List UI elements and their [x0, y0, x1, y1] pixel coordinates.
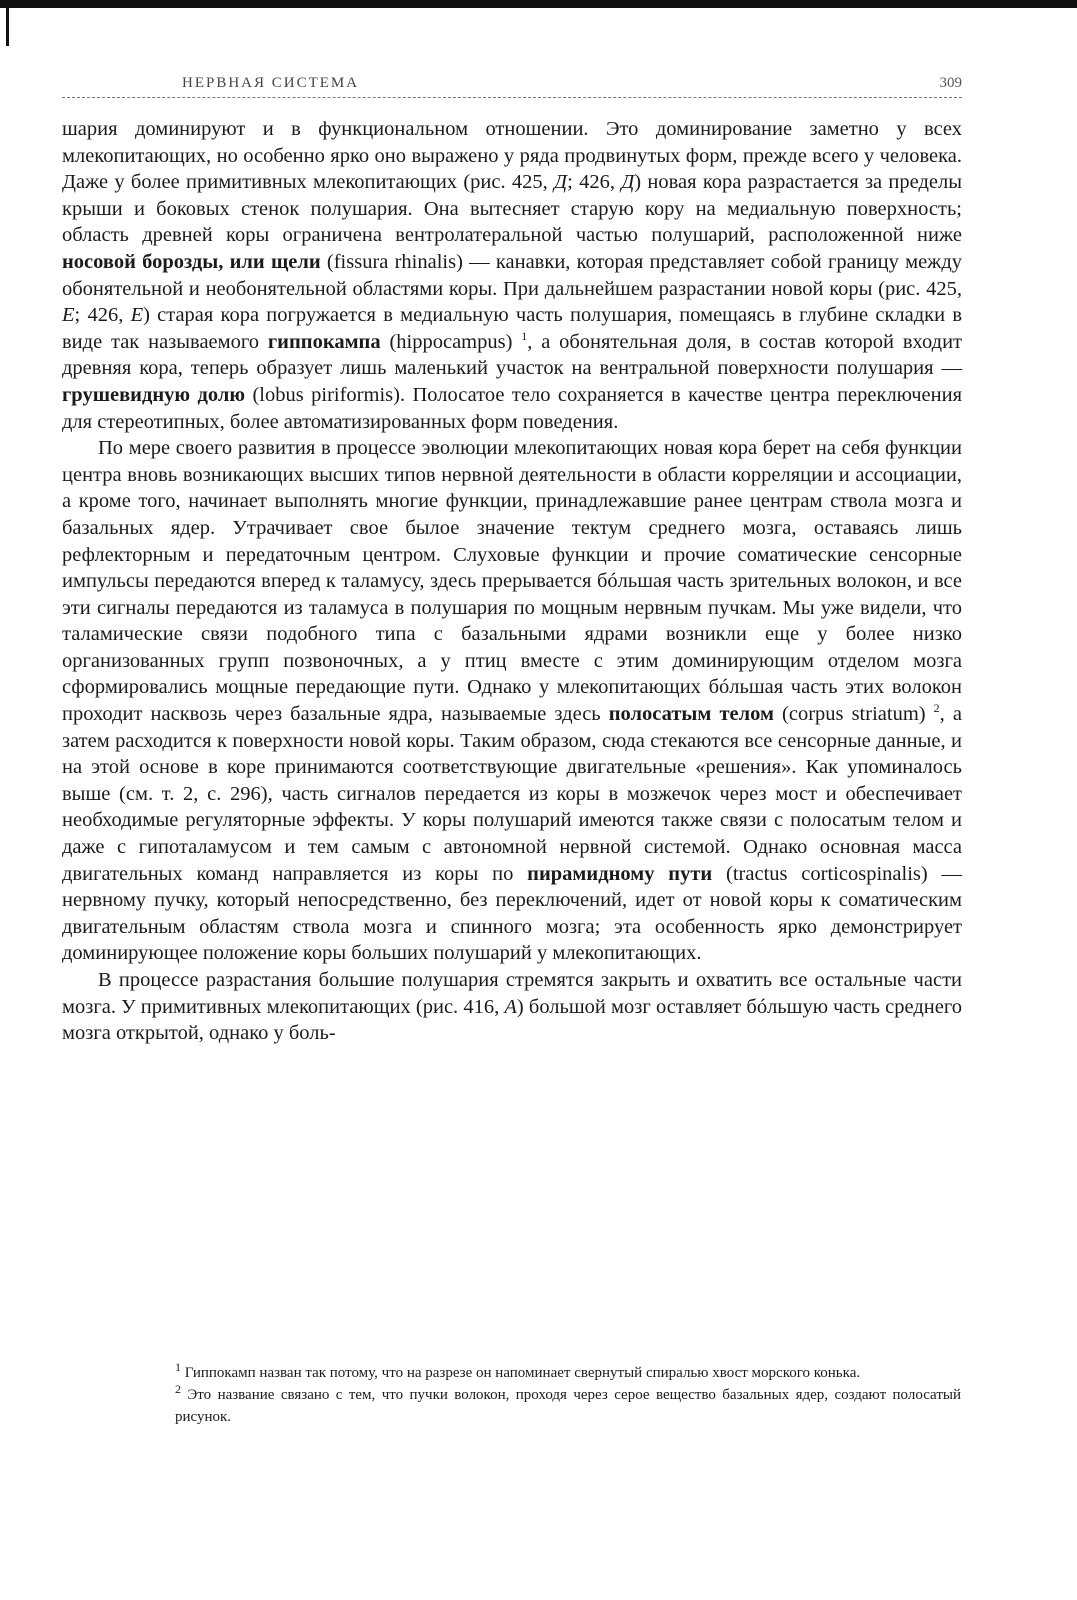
scan-border-top — [0, 0, 1077, 8]
italic-label: Д — [621, 171, 635, 194]
footnote-text: Гиппокамп назван так потому, что на разрезе он напоминает свернутый спиралью хвост морского конька. — [181, 1365, 861, 1381]
paragraph — [62, 967, 962, 1047]
text-run: (corpus striatum) — [773, 703, 934, 726]
text-run: По мере своего развития в процессе эволюции млекопитающих новая кора берет на себя функции центра вновь возникающих высших типов нервной деятельности в области корреляции и ассоциации, а кроме того, начинает выполнять многие функции, принадлежавшие ранее центрам ствола мозга и базальных ядер. Утрачивает свое былое значение тектум среднего мозга, оставаясь лишь рефлекторным и передаточным центром. Слуховые функции и прочие соматические сенсорные импульсы передаются вперед к таламусу, здесь прерывается бóльшая часть зрительных волокон, и все эти сигналы передаются из таламуса в полушария по мощным нервным пучкам. Мы уже видели, что таламические связи подобного типа с базальными ядрами возникли еще у более низко организованных групп позвоночных, а у птиц вместе с этим доминирующим отделом мозга сформировались мощные передающие пути. Однако у млекопитающих бóльшая часть этих волокон проходит насквозь через базальные ядра, называемые здесь — [62, 437, 962, 726]
italic-label: Д — [554, 171, 568, 194]
bold-term: полосатым телом — [608, 703, 774, 726]
bold-term: гиппокампа — [267, 330, 381, 353]
bold-term: грушевидную долю — [62, 383, 246, 406]
text-run: , а обонятельная доля, в состав которой входит древняя кора, теперь образует лишь маленький участок на вентральной поверхности полушария — — [62, 330, 962, 380]
footnotes — [175, 1362, 961, 1428]
bold-term: пирамидному пути — [527, 862, 713, 885]
text-run: шария доминируют и в функциональном отношении. Это доминирование заметно у всех млекопитающих, но особенно ярко оно выражено у ряда продвинутых форм, прежде всего у человека. Даже у более примитивных млекопитающих (рис. 425, — [62, 118, 962, 194]
scan-border-left — [6, 0, 9, 46]
italic-label: А — [504, 995, 517, 1018]
bold-term: носовой борозды, или щели — [62, 250, 321, 273]
header-rule — [62, 97, 962, 98]
footnote-text: Это название связано с тем, что пучки волокон, проходя через серое вещество базальных ядер, создают полосатый рисунок. — [175, 1387, 961, 1425]
italic-label: Е — [130, 304, 144, 327]
text-run: , а затем расходится к поверхности новой коры. Таким образом, сюда стекаются все сенсорные данные, и на этой основе в коре принимаются соответствующие двигательные «решения». Как упоминалось выше (см. т. 2, с. 296), часть сигналов передается из коры в мозжечок через мост и обеспечивает необходимые регуляторные эффекты. У коры полушарий имеются также связи с полосатым телом и даже с гипоталамусом и тем самым с автономной нервной системой. Однако основная масса двигательных команд направляется из коры по — [62, 703, 962, 885]
footnote-mark: 1 — [175, 1360, 181, 1374]
text-run: (fissura rhinalis) — канавки, которая представляет собой границу между обонятельной и необонятельной областями коры. При дальнейшем разрастании новой коры (рис. 425, — [62, 250, 963, 300]
running-header — [62, 75, 962, 103]
text-run: ) старая кора погружается в медиальную часть полушария, помещаясь в глубине складки в виде так называемого — [62, 304, 963, 353]
footnote — [175, 1362, 961, 1384]
page-number: 309 — [939, 75, 962, 91]
footnote-mark: 2 — [175, 1382, 181, 1396]
footnote-ref: 1 — [521, 328, 528, 343]
running-head-title: НЕРВНАЯ СИСТЕМА — [182, 75, 360, 91]
text-run: ) новая кора разрастается за пределы крыши и боковых стенок полушария. Она вытесняет старую кору на медиальную поверхность; область древней коры ограничена вентролатеральной частью полушарий, расположенной ниже — [62, 171, 962, 247]
paragraph — [62, 116, 962, 435]
text-run: ) большой мозг оставляет бóльшую часть среднего мозга открытой, однако у боль- — [62, 995, 962, 1045]
text-run: (tractus corticospinalis) — нервному пучку, который непосредственно, без переключений, идет от новой коры к соматическим двигательным областям ствола мозга и спинного мозга; эта особенность ярко демонстрирует доминирующее положение коры больших полушарий у млекопитающих. — [62, 862, 962, 965]
main-text — [62, 116, 962, 1047]
footnote-ref: 2 — [933, 701, 940, 716]
footnote — [175, 1384, 961, 1428]
text-run: ; 426, — [567, 171, 622, 194]
text-run: ; 426, — [74, 304, 131, 327]
text-run: (hippocampus) — [380, 330, 522, 353]
paragraph — [62, 435, 962, 967]
italic-label: Е — [62, 304, 75, 327]
text-run: В процессе разрастания большие полушария стремятся закрыть и охватить все остальные части мозга. У примитивных млекопитающих (рис. 416, — [62, 969, 962, 1018]
text-run: (lobus piriformis). Полосатое тело сохраняется в качестве центра переключения для стереотипных, более автоматизированных форм поведения. — [62, 383, 963, 433]
